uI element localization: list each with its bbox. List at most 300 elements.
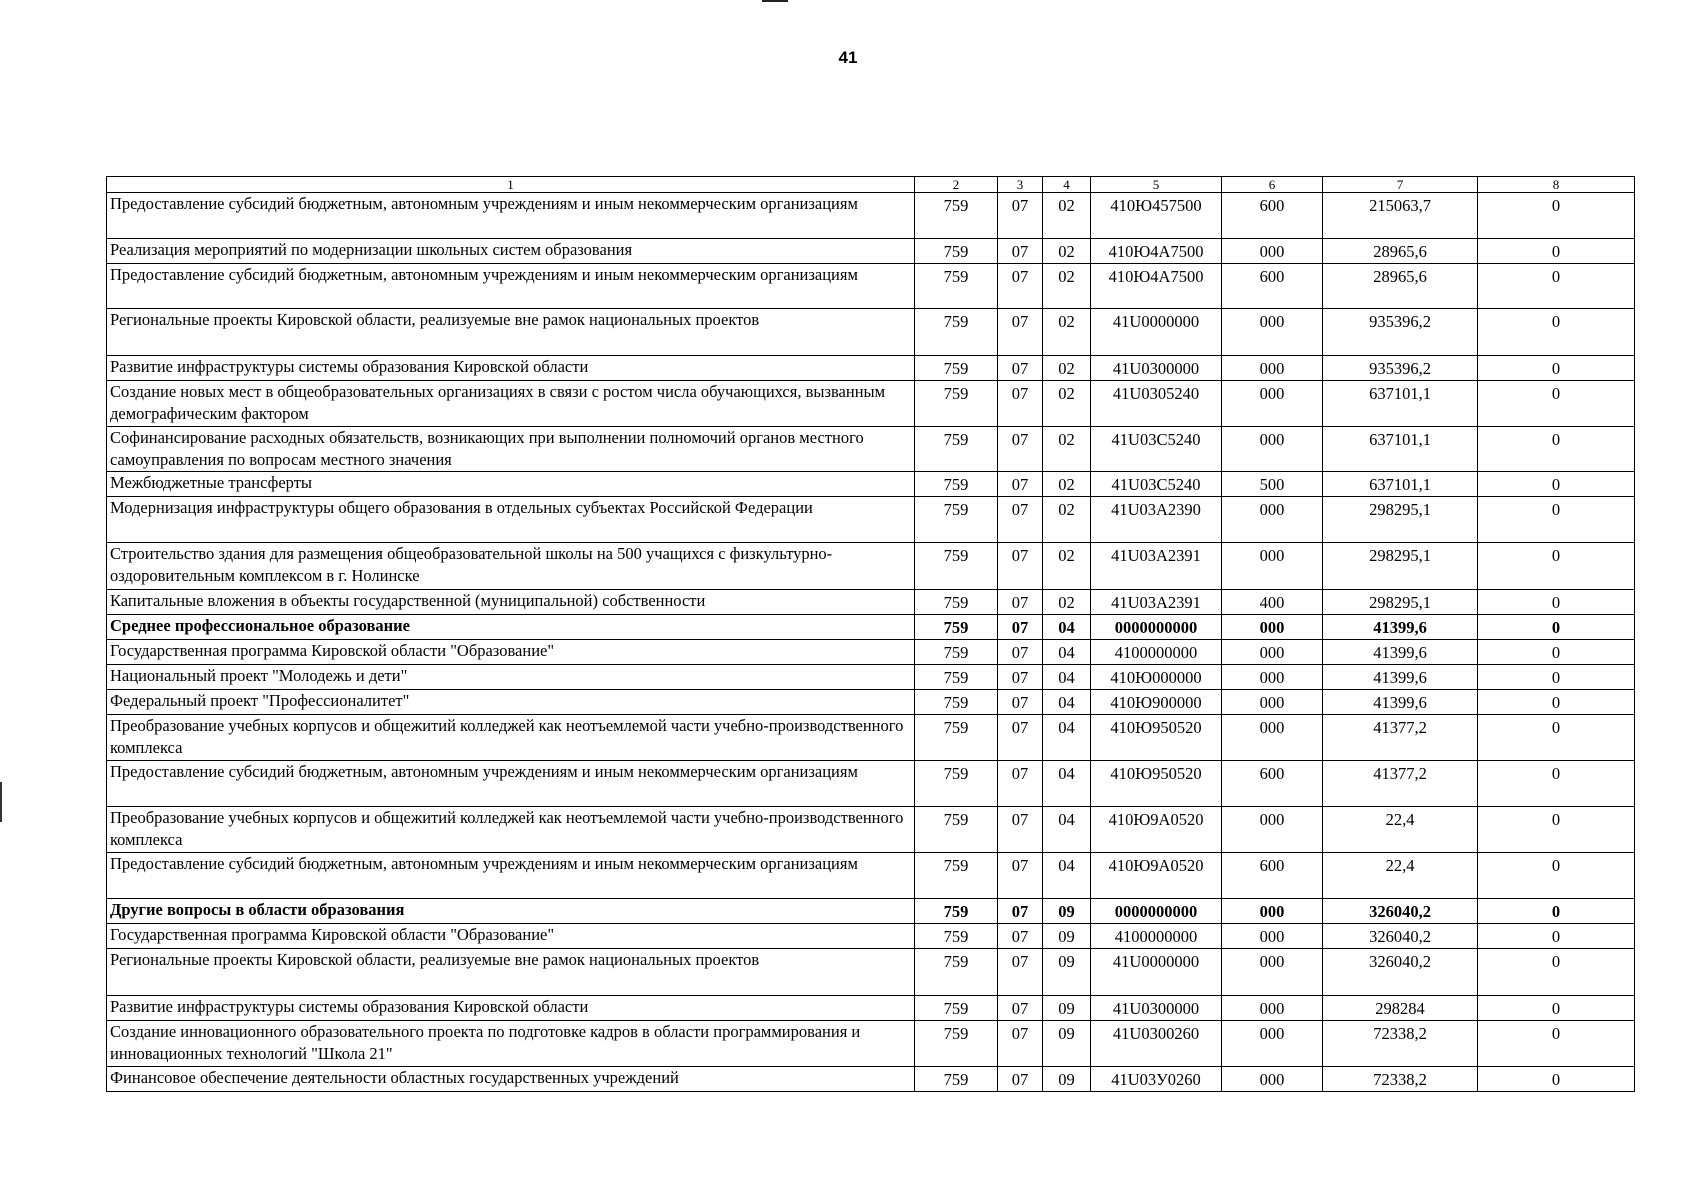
code-pr-cell-text: 02 — [1058, 242, 1075, 261]
code-vr-cell-text: 000 — [1259, 668, 1285, 687]
code-gr-cell-text: 759 — [943, 693, 969, 712]
code-gr-cell-text: 759 — [943, 430, 969, 449]
code-pr-cell-text: 02 — [1058, 430, 1075, 449]
table-row — [107, 356, 1635, 381]
table-row — [107, 497, 1635, 543]
amount-cell-text: 637101,1 — [1369, 475, 1431, 494]
code-pr-cell-text: 09 — [1058, 927, 1075, 946]
code-pr-cell-text: 02 — [1058, 593, 1075, 612]
amount-2-cell — [1478, 996, 1635, 1021]
row-name-cell-text: Предоставление субсидий бюджетным, автономным учреждениям и иным некоммерческим организациям — [110, 762, 858, 781]
amount-cell — [1323, 1021, 1478, 1067]
amount-2-cell-text: 0 — [1551, 952, 1561, 971]
code-csr-cell — [1091, 497, 1222, 543]
amount-cell-text: 41377,2 — [1373, 718, 1427, 737]
code-pr-cell — [1043, 690, 1091, 715]
code-csr-cell-text: 41U03A2390 — [1111, 500, 1201, 519]
code-vr-cell-text: 000 — [1259, 902, 1285, 921]
code-gr-cell — [915, 472, 998, 497]
amount-cell-text: 72338,2 — [1373, 1024, 1427, 1043]
amount-cell — [1323, 665, 1478, 690]
budget-table — [106, 176, 1635, 1092]
row-name-cell-text: Капитальные вложения в объекты государственной (муниципальной) собственности — [110, 591, 706, 610]
code-vr-cell — [1222, 1067, 1323, 1092]
code-csr-cell — [1091, 356, 1222, 381]
code-rz-cell-text: 07 — [1011, 593, 1029, 612]
amount-cell — [1323, 690, 1478, 715]
page-number: 41 — [838, 48, 858, 67]
amount-2-cell-text: 0 — [1551, 927, 1561, 946]
code-pr-cell-text: 04 — [1058, 856, 1075, 875]
amount-2-cell — [1478, 665, 1635, 690]
table-row — [107, 807, 1635, 853]
code-pr-cell-text: 09 — [1058, 999, 1075, 1018]
amount-2-cell — [1478, 1067, 1635, 1092]
code-csr-cell-text: 0000000000 — [1114, 618, 1198, 637]
row-name-cell-text: Модернизация инфраструктуры общего образования в отдельных субъектах Российской Федерации — [110, 498, 813, 517]
code-rz-cell-text: 07 — [1011, 196, 1029, 215]
code-pr-cell — [1043, 497, 1091, 543]
code-csr-cell-text: 410Ю900000 — [1110, 693, 1202, 712]
column-header: 2 — [915, 177, 998, 193]
code-gr-cell-text: 759 — [943, 500, 969, 519]
code-rz-cell — [998, 949, 1043, 996]
code-rz-cell-text: 07 — [1011, 718, 1029, 737]
table-row — [107, 1067, 1635, 1092]
code-rz-cell-text: 07 — [1011, 693, 1029, 712]
code-gr-cell — [915, 427, 998, 472]
code-csr-cell-text: 4100000000 — [1114, 643, 1198, 662]
code-rz-cell — [998, 1067, 1043, 1092]
code-pr-cell-text: 02 — [1058, 500, 1075, 519]
code-pr-cell — [1043, 640, 1091, 665]
table-row — [107, 924, 1635, 949]
amount-cell — [1323, 615, 1478, 640]
code-csr-cell — [1091, 715, 1222, 761]
code-rz-cell — [998, 472, 1043, 497]
amount-cell-text: 637101,1 — [1369, 384, 1431, 403]
row-name-cell-text: Строительство здания для размещения общеобразовательной школы на 500 учащихся с физкультурно-оздоровительным комплексом в г. Нолинске — [110, 544, 833, 585]
code-rz-cell — [998, 497, 1043, 543]
amount-cell — [1323, 996, 1478, 1021]
code-gr-cell — [915, 239, 998, 264]
code-rz-cell — [998, 381, 1043, 427]
amount-cell — [1323, 381, 1478, 427]
code-pr-cell — [1043, 899, 1091, 924]
code-gr-cell — [915, 615, 998, 640]
code-pr-cell — [1043, 193, 1091, 239]
code-gr-cell-text: 759 — [943, 618, 969, 637]
amount-cell — [1323, 193, 1478, 239]
code-pr-cell — [1043, 924, 1091, 949]
code-vr-cell — [1222, 690, 1323, 715]
amount-cell-text: 326040,2 — [1369, 952, 1431, 971]
code-pr-cell-text: 09 — [1058, 902, 1075, 921]
code-csr-cell-text: 41U03C5240 — [1111, 475, 1201, 494]
amount-cell-text: 41399,6 — [1373, 668, 1427, 687]
code-rz-cell — [998, 715, 1043, 761]
code-vr-cell — [1222, 996, 1323, 1021]
code-vr-cell — [1222, 543, 1323, 590]
code-csr-cell-text: 41U03C5240 — [1111, 430, 1201, 449]
code-csr-cell — [1091, 996, 1222, 1021]
row-name-cell-text: Предоставление субсидий бюджетным, автономным учреждениям и иным некоммерческим организациям — [110, 194, 858, 213]
code-vr-cell — [1222, 924, 1323, 949]
amount-cell-text: 28965,6 — [1373, 242, 1427, 261]
amount-cell — [1323, 853, 1478, 899]
code-rz-cell-text: 07 — [1011, 927, 1029, 946]
code-gr-cell — [915, 640, 998, 665]
code-vr-cell-text: 000 — [1259, 810, 1285, 829]
amount-cell-text: 28965,6 — [1373, 267, 1427, 286]
table-row — [107, 640, 1635, 665]
amount-2-cell — [1478, 543, 1635, 590]
row-name-cell-text: Развитие инфраструктуры системы образования Кировской области — [110, 357, 589, 376]
amount-2-cell — [1478, 715, 1635, 761]
code-gr-cell — [915, 1021, 998, 1067]
amount-cell — [1323, 356, 1478, 381]
code-csr-cell-text: 41U0000000 — [1112, 312, 1200, 331]
code-gr-cell — [915, 899, 998, 924]
code-csr-cell-text: 410Ю000000 — [1110, 668, 1202, 687]
amount-2-cell-text: 0 — [1551, 359, 1561, 378]
amount-2-cell-text: 0 — [1551, 312, 1561, 331]
amount-2-cell — [1478, 899, 1635, 924]
code-rz-cell — [998, 665, 1043, 690]
code-pr-cell-text: 02 — [1058, 359, 1075, 378]
code-rz-cell — [998, 590, 1043, 615]
code-csr-cell-text: 410Ю9А0520 — [1108, 810, 1204, 829]
code-rz-cell-text: 07 — [1011, 1070, 1029, 1089]
amount-cell — [1323, 949, 1478, 996]
code-rz-cell — [998, 193, 1043, 239]
code-rz-cell-text: 07 — [1011, 267, 1029, 286]
row-name-cell — [107, 640, 915, 665]
code-csr-cell-text: 41U03A2391 — [1111, 546, 1201, 565]
code-pr-cell — [1043, 1021, 1091, 1067]
code-vr-cell — [1222, 264, 1323, 309]
amount-cell — [1323, 807, 1478, 853]
table-row — [107, 615, 1635, 640]
amount-2-cell — [1478, 497, 1635, 543]
code-rz-cell — [998, 899, 1043, 924]
row-name-cell-text: Среднее профессиональное образование — [110, 616, 410, 635]
amount-2-cell — [1478, 1021, 1635, 1067]
row-name-cell — [107, 665, 915, 690]
amount-2-cell — [1478, 381, 1635, 427]
code-csr-cell — [1091, 807, 1222, 853]
table-row — [107, 193, 1635, 239]
code-csr-cell — [1091, 1021, 1222, 1067]
column-header: 5 — [1091, 177, 1222, 193]
amount-2-cell-text: 0 — [1551, 475, 1561, 494]
row-name-cell — [107, 427, 915, 472]
amount-cell — [1323, 239, 1478, 264]
table-row — [107, 472, 1635, 497]
code-vr-cell-text: 000 — [1259, 952, 1285, 971]
code-csr-cell — [1091, 264, 1222, 309]
amount-2-cell — [1478, 356, 1635, 381]
code-csr-cell — [1091, 665, 1222, 690]
amount-2-cell-text: 0 — [1551, 718, 1561, 737]
column-header: 8 — [1478, 177, 1635, 193]
table-row — [107, 715, 1635, 761]
code-pr-cell — [1043, 427, 1091, 472]
code-gr-cell — [915, 264, 998, 309]
code-pr-cell-text: 04 — [1058, 618, 1075, 637]
amount-2-cell-text: 0 — [1551, 1070, 1561, 1089]
code-csr-cell-text: 41U0300260 — [1112, 1024, 1200, 1043]
code-gr-cell — [915, 193, 998, 239]
amount-cell-text: 326040,2 — [1369, 902, 1431, 921]
code-rz-cell — [998, 924, 1043, 949]
code-gr-cell-text: 759 — [943, 718, 969, 737]
code-gr-cell-text: 759 — [943, 384, 969, 403]
amount-cell — [1323, 924, 1478, 949]
code-pr-cell-text: 02 — [1058, 384, 1075, 403]
code-pr-cell-text: 02 — [1058, 546, 1075, 565]
code-gr-cell — [915, 761, 998, 807]
code-rz-cell-text: 07 — [1011, 668, 1029, 687]
code-gr-cell-text: 759 — [943, 1070, 969, 1089]
code-rz-cell — [998, 239, 1043, 264]
amount-2-cell-text: 0 — [1551, 384, 1561, 403]
code-vr-cell — [1222, 472, 1323, 497]
row-name-cell — [107, 264, 915, 309]
row-name-cell — [107, 996, 915, 1021]
code-pr-cell-text: 09 — [1058, 1070, 1075, 1089]
amount-2-cell-text: 0 — [1551, 693, 1561, 712]
code-pr-cell-text: 02 — [1058, 196, 1075, 215]
code-vr-cell — [1222, 427, 1323, 472]
row-name-cell — [107, 239, 915, 264]
code-rz-cell-text: 07 — [1011, 618, 1029, 637]
amount-2-cell — [1478, 193, 1635, 239]
code-vr-cell-text: 600 — [1259, 196, 1285, 215]
code-gr-cell — [915, 590, 998, 615]
amount-2-cell-text: 0 — [1551, 643, 1561, 662]
amount-cell-text: 41377,2 — [1373, 764, 1427, 783]
code-vr-cell-text: 000 — [1259, 500, 1285, 519]
code-vr-cell — [1222, 640, 1323, 665]
code-rz-cell-text: 07 — [1011, 999, 1029, 1018]
column-header: 6 — [1222, 177, 1323, 193]
amount-cell — [1323, 640, 1478, 665]
scan-artifact-left — [0, 782, 2, 822]
table-row — [107, 690, 1635, 715]
code-pr-cell — [1043, 715, 1091, 761]
code-vr-cell — [1222, 899, 1323, 924]
amount-2-cell — [1478, 427, 1635, 472]
code-vr-cell — [1222, 193, 1323, 239]
code-pr-cell-text: 04 — [1058, 810, 1075, 829]
code-csr-cell — [1091, 427, 1222, 472]
amount-2-cell-text: 0 — [1551, 856, 1561, 875]
row-name-cell-text: Финансовое обеспечение деятельности областных государственных учреждений — [110, 1068, 679, 1087]
code-gr-cell-text: 759 — [943, 593, 969, 612]
code-rz-cell — [998, 356, 1043, 381]
row-name-cell — [107, 543, 915, 590]
amount-2-cell-text: 0 — [1551, 500, 1561, 519]
code-pr-cell — [1043, 996, 1091, 1021]
code-csr-cell — [1091, 1067, 1222, 1092]
code-rz-cell-text: 07 — [1011, 312, 1029, 331]
column-header: 4 — [1043, 177, 1091, 193]
amount-cell-text: 41399,6 — [1373, 693, 1427, 712]
amount-2-cell — [1478, 853, 1635, 899]
code-vr-cell — [1222, 239, 1323, 264]
table-row — [107, 543, 1635, 590]
code-vr-cell-text: 600 — [1259, 764, 1285, 783]
code-rz-cell-text: 07 — [1011, 500, 1029, 519]
code-csr-cell — [1091, 239, 1222, 264]
row-name-cell — [107, 309, 915, 356]
amount-cell — [1323, 497, 1478, 543]
row-name-cell-text: Национальный проект "Молодежь и дети" — [110, 666, 408, 685]
code-gr-cell-text: 759 — [943, 810, 969, 829]
code-pr-cell — [1043, 309, 1091, 356]
row-name-cell-text: Предоставление субсидий бюджетным, автономным учреждениям и иным некоммерческим организациям — [110, 265, 858, 284]
code-vr-cell-text: 000 — [1259, 1070, 1285, 1089]
code-vr-cell-text: 000 — [1259, 359, 1285, 378]
amount-2-cell-text: 0 — [1551, 618, 1561, 637]
amount-2-cell-text: 0 — [1551, 810, 1561, 829]
table-row — [107, 1021, 1635, 1067]
code-gr-cell-text: 759 — [943, 267, 969, 286]
code-gr-cell — [915, 665, 998, 690]
code-vr-cell — [1222, 761, 1323, 807]
code-csr-cell-text: 410Ю4А7500 — [1108, 242, 1204, 261]
code-rz-cell — [998, 1021, 1043, 1067]
code-vr-cell-text: 000 — [1259, 999, 1285, 1018]
amount-cell — [1323, 264, 1478, 309]
code-gr-cell-text: 759 — [943, 856, 969, 875]
table-row — [107, 899, 1635, 924]
code-vr-cell-text: 600 — [1259, 856, 1285, 875]
row-name-cell — [107, 381, 915, 427]
row-name-cell — [107, 356, 915, 381]
code-pr-cell — [1043, 356, 1091, 381]
column-header: 7 — [1323, 177, 1478, 193]
amount-2-cell-text: 0 — [1551, 196, 1561, 215]
code-rz-cell — [998, 996, 1043, 1021]
code-pr-cell-text: 04 — [1058, 764, 1075, 783]
table-row — [107, 996, 1635, 1021]
amount-cell-text: 298295,1 — [1369, 500, 1431, 519]
code-csr-cell-text: 41U03У0260 — [1111, 1070, 1201, 1089]
row-name-cell-text: Развитие инфраструктуры системы образования Кировской области — [110, 997, 589, 1016]
code-pr-cell — [1043, 264, 1091, 309]
amount-2-cell — [1478, 264, 1635, 309]
amount-2-cell-text: 0 — [1551, 593, 1561, 612]
amount-2-cell — [1478, 239, 1635, 264]
amount-cell — [1323, 590, 1478, 615]
code-csr-cell — [1091, 640, 1222, 665]
table-row — [107, 665, 1635, 690]
amount-cell — [1323, 715, 1478, 761]
code-csr-cell — [1091, 853, 1222, 899]
code-rz-cell — [998, 807, 1043, 853]
code-rz-cell — [998, 264, 1043, 309]
table-row — [107, 590, 1635, 615]
amount-cell — [1323, 543, 1478, 590]
code-vr-cell-text: 000 — [1259, 718, 1285, 737]
code-vr-cell-text: 000 — [1259, 242, 1285, 261]
code-vr-cell-text: 400 — [1259, 593, 1285, 612]
amount-cell-text: 41399,6 — [1373, 618, 1427, 637]
code-csr-cell-text: 410Ю9А0520 — [1108, 856, 1204, 875]
code-vr-cell — [1222, 309, 1323, 356]
code-csr-cell-text: 4100000000 — [1114, 927, 1198, 946]
row-name-cell-text: Реализация мероприятий по модернизации школьных систем образования — [110, 240, 633, 259]
code-pr-cell-text: 04 — [1058, 718, 1075, 737]
code-csr-cell — [1091, 690, 1222, 715]
code-vr-cell — [1222, 853, 1323, 899]
column-header: 1 — [107, 177, 915, 193]
code-gr-cell-text: 759 — [943, 643, 969, 662]
row-name-cell-text: Региональные проекты Кировской области, реализуемые вне рамок национальных проектов — [110, 950, 760, 969]
code-pr-cell-text: 04 — [1058, 643, 1075, 662]
amount-cell-text: 298295,1 — [1369, 546, 1431, 565]
row-name-cell — [107, 853, 915, 899]
code-gr-cell — [915, 949, 998, 996]
row-name-cell — [107, 899, 915, 924]
code-rz-cell — [998, 853, 1043, 899]
code-pr-cell — [1043, 472, 1091, 497]
code-csr-cell-text: 41U03A2391 — [1111, 593, 1201, 612]
amount-cell-text: 935396,2 — [1369, 359, 1431, 378]
code-pr-cell — [1043, 807, 1091, 853]
amount-cell-text: 22,4 — [1385, 810, 1415, 829]
code-gr-cell-text: 759 — [943, 242, 969, 261]
row-name-cell-text: Предоставление субсидий бюджетным, автономным учреждениям и иным некоммерческим организациям — [110, 854, 858, 873]
code-gr-cell — [915, 1067, 998, 1092]
row-name-cell-text: Государственная программа Кировской области "Образование" — [110, 641, 555, 660]
code-vr-cell-text: 600 — [1259, 267, 1285, 286]
amount-cell-text: 298284 — [1375, 999, 1425, 1018]
amount-2-cell-text: 0 — [1551, 242, 1561, 261]
amount-2-cell — [1478, 949, 1635, 996]
amount-cell — [1323, 899, 1478, 924]
table-row — [107, 853, 1635, 899]
code-gr-cell — [915, 309, 998, 356]
row-name-cell — [107, 1021, 915, 1067]
code-pr-cell-text: 09 — [1058, 1024, 1075, 1043]
code-csr-cell — [1091, 472, 1222, 497]
amount-2-cell-text: 0 — [1551, 902, 1561, 921]
column-header: 3 — [998, 177, 1043, 193]
code-gr-cell-text: 759 — [943, 546, 969, 565]
code-gr-cell-text: 759 — [943, 475, 969, 494]
row-name-cell — [107, 949, 915, 996]
amount-cell — [1323, 761, 1478, 807]
code-vr-cell — [1222, 497, 1323, 543]
code-gr-cell-text: 759 — [943, 902, 969, 921]
amount-cell — [1323, 427, 1478, 472]
amount-2-cell-text: 0 — [1551, 764, 1561, 783]
amount-2-cell — [1478, 924, 1635, 949]
row-name-cell-text: Преобразование учебных корпусов и общежитий колледжей как неотъемлемой части учебно-производственного комплекса — [110, 716, 904, 757]
code-vr-cell — [1222, 665, 1323, 690]
code-csr-cell — [1091, 899, 1222, 924]
code-vr-cell-text: 000 — [1259, 618, 1285, 637]
code-vr-cell-text: 000 — [1259, 430, 1285, 449]
amount-2-cell — [1478, 309, 1635, 356]
code-pr-cell — [1043, 590, 1091, 615]
code-csr-cell-text: 410Ю950520 — [1110, 764, 1202, 783]
code-csr-cell — [1091, 949, 1222, 996]
code-gr-cell — [915, 853, 998, 899]
